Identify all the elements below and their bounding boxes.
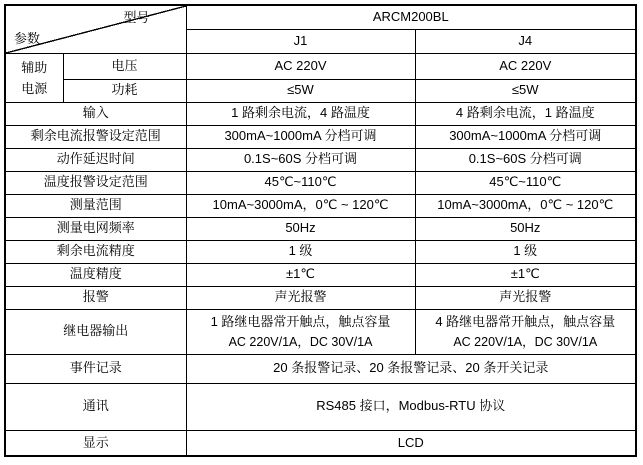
display-label-cell: 显示 [5, 430, 186, 456]
corner-header-cell [5, 5, 186, 53]
measure-range-j4-cell: 10mA~3000mA，0℃ ~ 120℃ [415, 194, 636, 217]
table-row-grid-frequency [5, 217, 636, 240]
corner-model-label: 型号 [123, 10, 150, 25]
table-row-temp-alarm-range [5, 171, 636, 194]
grid-frequency-j1-cell: 50Hz [186, 217, 415, 240]
residual-current-range-j1-cell: 300mA~1000mA 分档可调 [186, 125, 415, 148]
relay-output-j4-line2: AC 220V/1A，DC 30V/1A [453, 334, 598, 349]
action-delay-j1-cell: 0.1S~60S 分档可调 [186, 148, 415, 171]
table-row-display [5, 430, 636, 456]
relay-output-j1-cell [186, 309, 415, 354]
action-delay-j4-cell: 0.1S~60S 分档可调 [415, 148, 636, 171]
power-label-cell: 功耗 [63, 79, 186, 102]
table-row-model [5, 5, 636, 29]
temp-alarm-range-j4-cell: 45℃~110℃ [415, 171, 636, 194]
alarm-label-cell: 报警 [5, 286, 186, 309]
temp-accuracy-label-cell: 温度精度 [5, 263, 186, 286]
grid-frequency-label-cell: 测量电网频率 [5, 217, 186, 240]
temp-accuracy-j1-cell: ±1℃ [186, 263, 415, 286]
residual-current-range-label-cell: 剩余电流报警设定范围 [5, 125, 186, 148]
aux-power-label-line2: 电源 [21, 80, 48, 96]
aux-power-label-line1: 辅助 [21, 59, 48, 75]
voltage-j1-cell: AC 220V [186, 53, 415, 79]
input-j1-cell: 1 路剩余电流，4 路温度 [186, 102, 415, 125]
power-j4-cell: ≤5W [415, 79, 636, 102]
table-row-measure-range [5, 194, 636, 217]
relay-output-j1-line2: AC 220V/1A，DC 30V/1A [228, 334, 373, 349]
table-row-alarm [5, 286, 636, 309]
table-row-input [5, 102, 636, 125]
column-header-j4: J4 [415, 29, 636, 53]
measure-range-label-cell: 测量范围 [5, 194, 186, 217]
temp-accuracy-j4-cell: ±1℃ [415, 263, 636, 286]
voltage-j4-cell: AC 220V [415, 53, 636, 79]
voltage-label-cell: 电压 [63, 53, 186, 79]
table-row-residual-current-accuracy [5, 240, 636, 263]
table-row-communication [5, 383, 636, 430]
residual-current-range-j4-cell: 300mA~1000mA 分档可调 [415, 125, 636, 148]
alarm-j4-cell: 声光报警 [415, 286, 636, 309]
communication-label-cell: 通讯 [5, 383, 186, 430]
residual-current-accuracy-j4-cell: 1 级 [415, 240, 636, 263]
table-row-relay-output [5, 309, 636, 354]
communication-value-cell: RS485 接口，Modbus-RTU 协议 [186, 383, 636, 430]
power-j1-cell: ≤5W [186, 79, 415, 102]
spec-table [4, 4, 637, 457]
relay-output-j4-line1: 4 路继电器常开触点，触点容量 [435, 313, 616, 329]
column-header-j1: J1 [186, 29, 415, 53]
grid-frequency-j4-cell: 50Hz [415, 217, 636, 240]
temp-alarm-range-j1-cell: 45℃~110℃ [186, 171, 415, 194]
event-record-value-cell: 20 条报警记录、20 条报警记录、20 条开关记录 [186, 354, 636, 383]
relay-output-j4-cell [415, 309, 636, 354]
residual-current-accuracy-label-cell: 剩余电流精度 [5, 240, 186, 263]
input-j4-cell: 4 路剩余电流，1 路温度 [415, 102, 636, 125]
table-row-temp-accuracy [5, 263, 636, 286]
event-record-label-cell: 事件记录 [5, 354, 186, 383]
table-row-event-record [5, 354, 636, 383]
alarm-j1-cell: 声光报警 [186, 286, 415, 309]
aux-power-group-cell [5, 53, 63, 102]
relay-output-label-cell: 继电器输出 [5, 309, 186, 354]
residual-current-accuracy-j1-cell: 1 级 [186, 240, 415, 263]
table-row-power-consumption [5, 79, 636, 102]
corner-parameter-label: 参数 [14, 31, 41, 47]
relay-output-j1-line1: 1 路继电器常开触点，触点容量 [210, 313, 391, 329]
table-row-residual-current-range [5, 125, 636, 148]
table-row-action-delay [5, 148, 636, 171]
table-row-voltage [5, 53, 636, 79]
action-delay-label-cell: 动作延迟时间 [5, 148, 186, 171]
display-value-cell: LCD [186, 430, 636, 456]
model-value-cell: ARCM200BL [186, 5, 636, 29]
input-label-cell: 输入 [5, 102, 186, 125]
measure-range-j1-cell: 10mA~3000mA，0℃ ~ 120℃ [186, 194, 415, 217]
temp-alarm-range-label-cell: 温度报警设定范围 [5, 171, 186, 194]
